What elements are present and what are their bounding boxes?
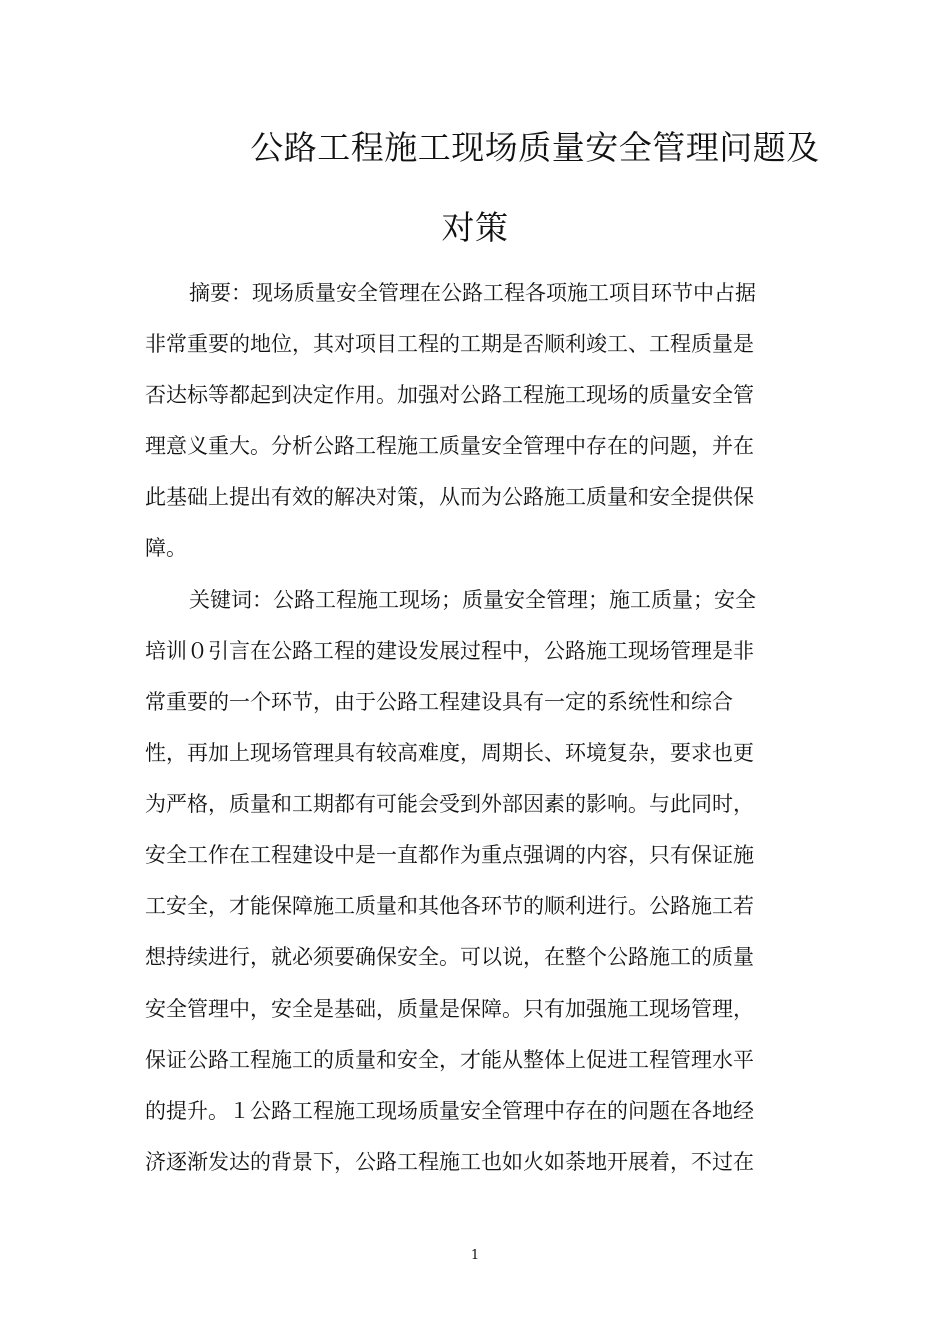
page-number: 1 [470,1248,480,1263]
body-line: 培训０引言在公路工程的建设发展过程中，公路施工现场管理是非 [145,639,754,663]
body-line: 保证公路工程施工的质量和安全，才能从整体上促进工程管理水平 [145,1048,754,1072]
document-title-line-2: 对策 [441,208,509,247]
body-line: 工安全，才能保障施工质量和其他各环节的顺利进行。公路施工若 [145,894,754,918]
body-line: 性，再加上现场管理具有较高难度，周期长、环境复杂，要求也更 [145,741,754,765]
body-line: 为严格，质量和工期都有可能会受到外部因素的影响。与此同时， [145,792,754,816]
abstract-line: 此基础上提出有效的解决对策，从而为公路施工质量和安全提供保 [145,485,754,509]
body-line: 的提升。１公路工程施工现场质量安全管理中存在的问题在各地经 [145,1099,754,1123]
body-line: 安全管理中，安全是基础，质量是保障。只有加强施工现场管理， [145,997,754,1021]
document-title-line-1: 公路工程施工现场质量安全管理问题及 [250,128,820,167]
abstract-line: 理意义重大。分析公路工程施工质量安全管理中存在的问题，并在 [145,434,754,458]
body-line: 想持续进行，就必须要确保安全。可以说，在整个公路施工的质量 [145,945,754,969]
body-line: 安全工作在工程建设中是一直都作为重点强调的内容，只有保证施 [145,843,754,867]
body-line: 常重要的一个环节，由于公路工程建设具有一定的系统性和综合 [145,690,733,714]
body-line: 济逐渐发达的背景下，公路工程施工也如火如荼地开展着，不过在 [145,1150,754,1174]
abstract-line: 否达标等都起到决定作用。加强对公路工程施工现场的质量安全管 [145,383,754,407]
abstract-line: 非常重要的地位，其对项目工程的工期是否顺利竣工、工程质量是 [145,332,754,356]
abstract-line: 摘要：现场质量安全管理在公路工程各项施工项目环节中占据 [189,281,756,305]
keywords-line: 关键词：公路工程施工现场；质量安全管理；施工质量；安全 [189,588,756,612]
abstract-line: 障。 [145,536,187,560]
